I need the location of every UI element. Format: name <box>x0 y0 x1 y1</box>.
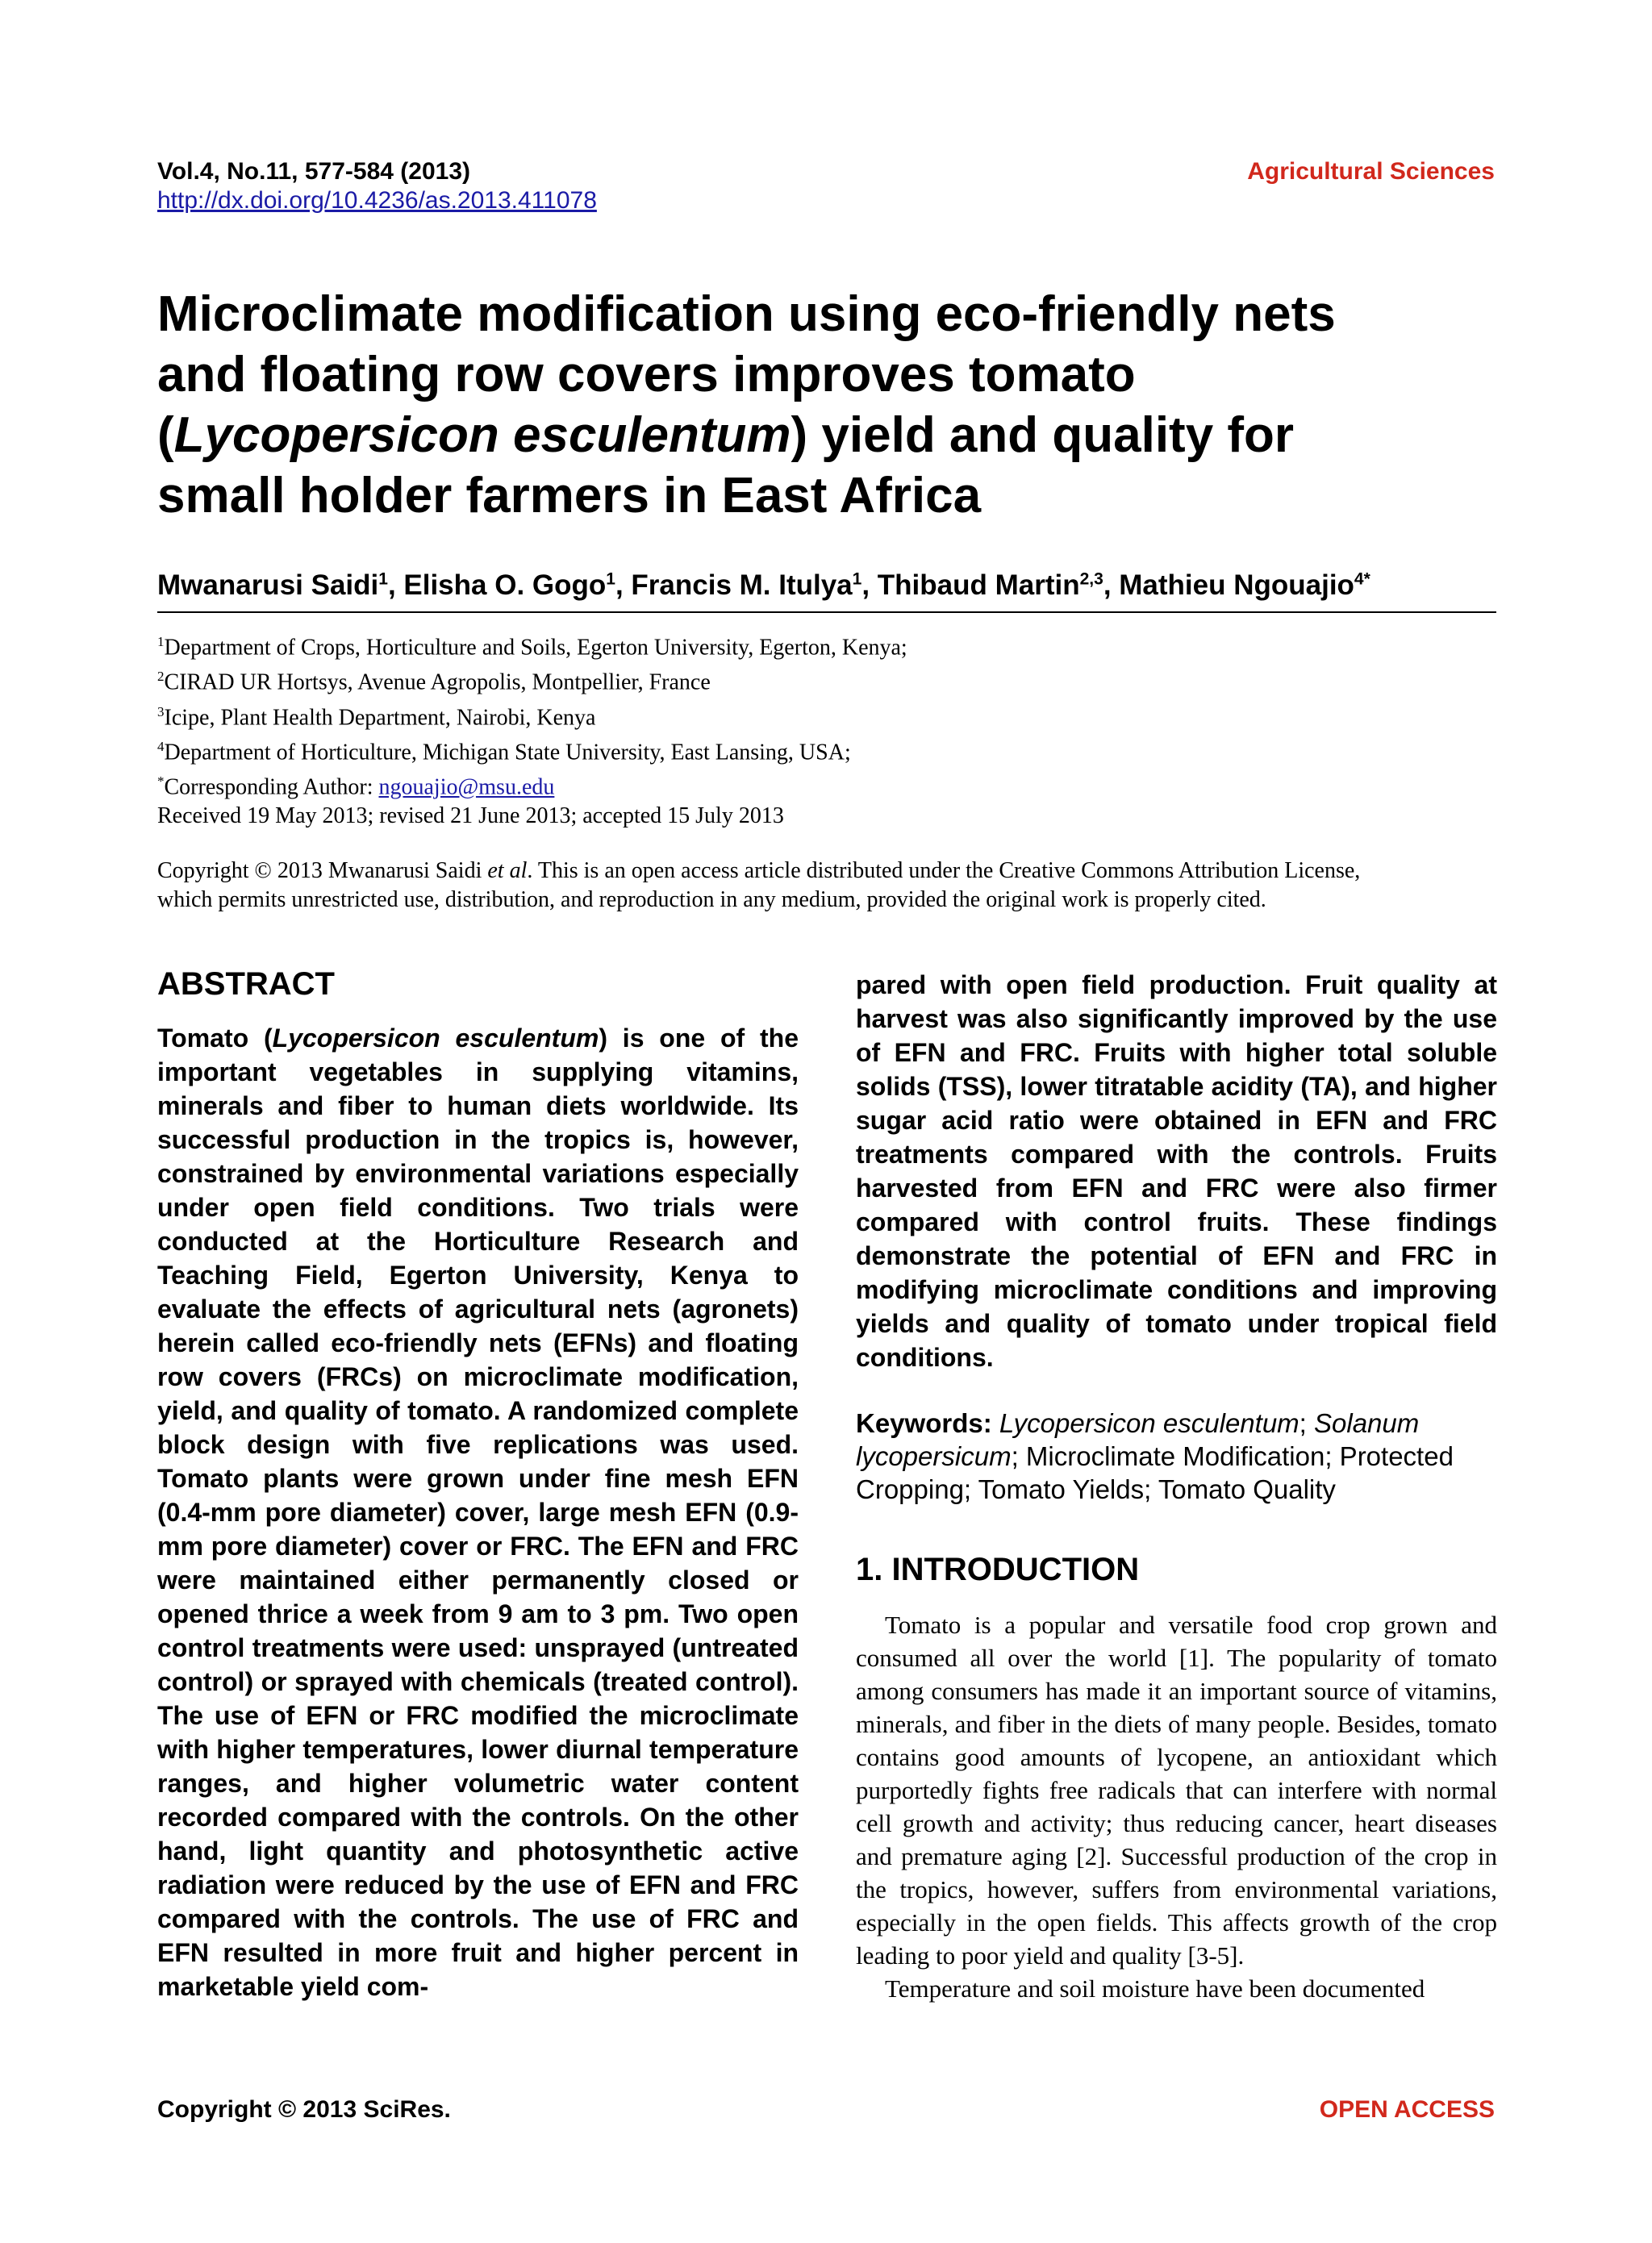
affiliation-mark: 4 <box>157 738 165 754</box>
affiliation <box>157 732 907 767</box>
corresponding-label: Corresponding Author: <box>164 774 379 800</box>
introduction-body <box>856 1608 1497 2005</box>
title-species: Lycopersicon esculentum <box>173 407 791 463</box>
affiliation-text: Icipe, Plant Health Department, Nairobi, Kenya <box>164 704 596 730</box>
author-name: Mathieu Ngouajio <box>1119 569 1354 601</box>
abstract-text: Tomato ( <box>157 1024 273 1053</box>
abstract-text-right: pared with open field production. Fruit quality at harvest was also significantly improved by the use of EFN and FRC. Fruits with higher total soluble solids (TSS), lower titratable acidity (TA), and higher sugar acid ratio were obtained in EFN and FRC treatments compared with the controls. Fruits harvested from EFN and FRC were also firmer compared with control fruits. These findings demonstrate the potential of EFN and FRC in modifying microclimate conditions and improving yields and quality of tomato under tropical field conditions. <box>856 970 1497 1372</box>
author-affiliation-mark: 1 <box>378 569 388 589</box>
affiliation-text: Department of Crops, Horticulture and Soils, Egerton University, Egerton, Kenya; <box>164 635 907 661</box>
copyright-prefix: Copyright © 2013 Mwanarusi Saidi <box>157 858 488 883</box>
abstract-species: Lycopersicon esculentum <box>272 1024 599 1053</box>
corresponding-mark: * <box>157 773 165 790</box>
corresponding-author <box>157 767 907 802</box>
keywords-label: Keywords: <box>856 1408 992 1438</box>
affiliation <box>157 698 907 732</box>
author-name: Thibaud Martin <box>877 569 1080 601</box>
open-access-label: OPEN ACCESS <box>1319 2096 1495 2123</box>
affiliation <box>157 662 907 697</box>
affiliation <box>157 627 907 662</box>
keyword: Solanum lycopersicum <box>856 1408 1420 1471</box>
author-list: Mwanarusi Saidi$^1$, Elisha O. Gogo$^1$, Francis M. Itulya$^1$, Thibaud Martin$^{2,3}$, Mathieu Ngouajio$^{4*}$ <box>157 569 1496 613</box>
affiliation-mark: 2 <box>157 669 165 685</box>
copyright-line: which permits unrestricted use, distribution, and reproduction in any medium, provided the original work is properly cited. <box>157 887 1266 912</box>
abstract-heading: ABSTRACT <box>157 966 335 1002</box>
copyright-etal: et al <box>487 858 528 883</box>
title-line: and floating row covers improves tomato <box>157 347 1136 402</box>
volume-info: Vol.4, No.11, 577-584 (2013) <box>157 158 470 185</box>
affiliation-mark: 3 <box>157 703 165 719</box>
copyright-line <box>157 857 1496 886</box>
corresponding-email-link[interactable]: ngouajio@msu.edu <box>378 774 555 800</box>
keyword-list: ; Microclimate Modification; Protected Cropping; Tomato Yields; Tomato Quality <box>856 1441 1454 1504</box>
author-name: Mwanarusi Saidi <box>157 569 379 601</box>
keyword-separator: ; <box>1299 1408 1314 1438</box>
title-line: small holder farmers in East Africa <box>157 468 982 523</box>
title-paren: ( <box>157 407 174 463</box>
copyright-notice <box>157 857 1496 915</box>
author-affiliation-mark: 1 <box>852 569 862 589</box>
footer-copyright: Copyright © 2013 SciRes. <box>157 2096 451 2123</box>
copyright-text: . This is an open access article distributed under the Creative Commons Attribution License, <box>527 858 1361 883</box>
introduction-heading: 1. INTRODUCTION <box>856 1552 1140 1587</box>
affiliation-text: CIRAD UR Hortsys, Avenue Agropolis, Montpellier, France <box>164 669 711 695</box>
affiliation-list <box>157 627 907 803</box>
received-dates: Received 19 May 2013; revised 21 June 2013; accepted 15 July 2013 <box>157 803 784 828</box>
paragraph: Tomato is a popular and versatile food crop grown and consumed all over the world [1]. The popularity of tomato among consumers has made it an important source of vitamins, minerals, and fiber in the diets of many people. Besides, tomato contains good amounts of lycopene, an antioxidant which purportedly fights free radicals that can interfere with normal cell growth and activity; thus reducing cancer, heart diseases and premature aging [2]. Successful production of the crop in the tropics, however, suffers from environmental variations, especially in the open fields. This affects growth of the crop leading to poor yield and quality [3-5]. <box>856 1611 1497 1970</box>
author-name: Francis M. Itulya <box>631 569 853 601</box>
paragraph: Temperature and soil moisture have been documented <box>885 1974 1425 2003</box>
keyword: Lycopersicon esculentum <box>999 1408 1299 1438</box>
abstract-text: ) is one of the important vegetables in supplying vitamins, minerals and fiber to human diets worldwide. Its successful production in the tropics is, however, constrained by environmental variations especially under open field conditions. Two trials were conducted at the Horticulture Research and Teaching Field, Egerton University, Kenya to evaluate the effects of agricultural nets (agronets) herein called eco-friendly nets (EFNs) and floating row covers (FRCs) on microclimate modification, yield, and quality of tomato. A randomized complete block design with five replications was used. Tomato plants were grown under fine mesh EFN (0.4-mm pore diameter) cover, large mesh EFN (0.9-mm pore diameter) cover or FRC. The EFN and FRC were maintained either permanently closed or opened thrice a week from 9 am to 3 pm. Two open control treatments were used: unsprayed (untreated control) or sprayed with chemicals (treated control). The use of EFN or FRC modified the microclimate with higher temperatures, lower diurnal temperature ranges, and higher volumetric water content recorded compared with the controls. On the other hand, light quantity and photosynthetic active radiation were reduced by the use of EFN and FRC compared with the controls. The use of FRC and EFN resulted in more fruit and higher percent in marketable yield com- <box>157 1024 799 2001</box>
journal-name: Agricultural Sciences <box>1247 158 1495 185</box>
keywords <box>856 1407 1497 1506</box>
affiliation-mark: 1 <box>157 634 165 649</box>
author-name: Elisha O. Gogo <box>403 569 607 601</box>
title-rest: ) yield and quality for <box>791 407 1295 463</box>
abstract-text-left <box>157 1021 799 2003</box>
affiliation-text: Department of Horticulture, Michigan State University, East Lansing, USA; <box>164 740 851 765</box>
author-affiliation-mark: 4* <box>1354 569 1370 589</box>
doi-link[interactable]: http://dx.doi.org/10.4236/as.2013.411078 <box>157 187 597 214</box>
title-line: Microclimate modification using eco-friendly nets <box>157 286 1336 342</box>
title-line <box>157 405 1496 465</box>
author-affiliation-mark: 1 <box>606 569 615 589</box>
author-affiliation-mark: 2,3 <box>1079 569 1103 589</box>
article-title <box>157 284 1496 526</box>
